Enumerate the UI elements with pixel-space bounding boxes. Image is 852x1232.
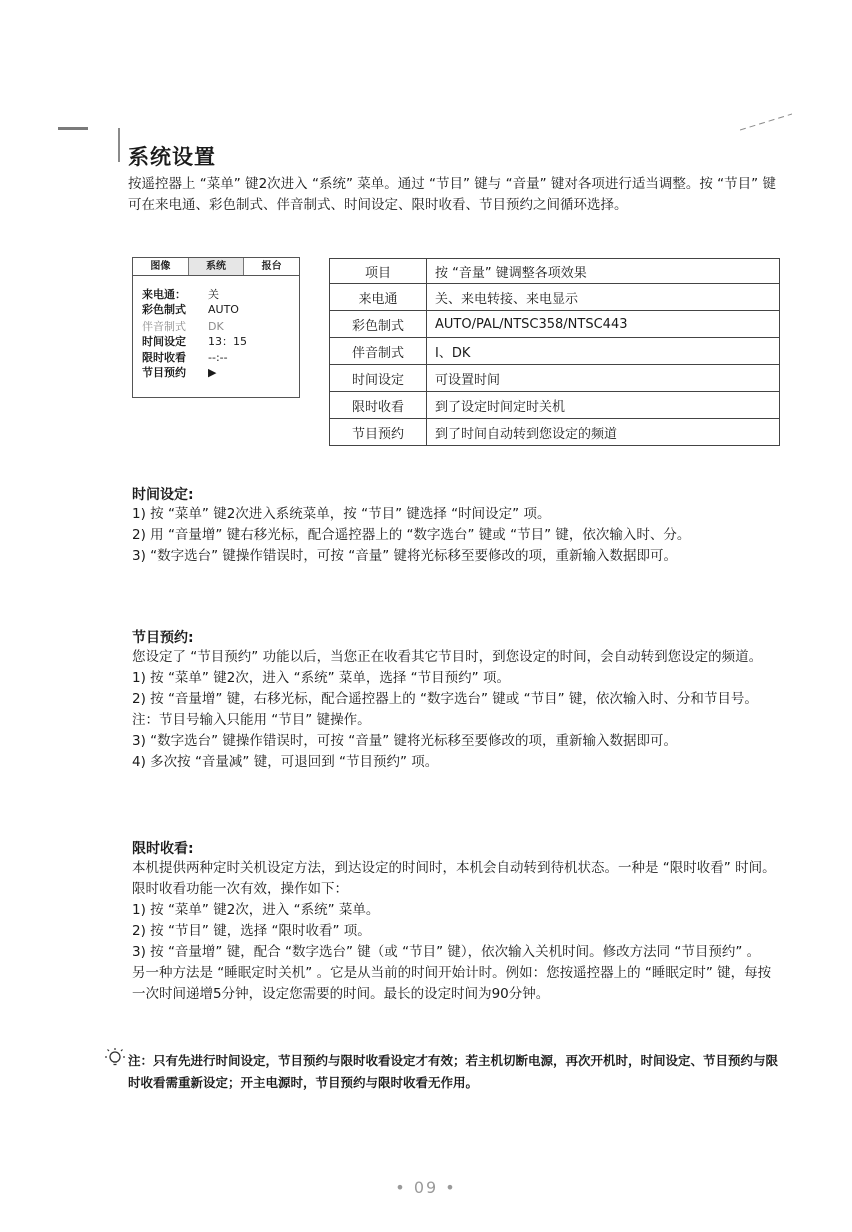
menu-row-label: 伴音制式 — [142, 320, 186, 333]
program-reserve-heading: 节目预约: — [132, 630, 194, 646]
table-cell: 关、来电转接、来电显示 — [427, 284, 780, 311]
menu-row-value: 13：15 — [208, 335, 247, 348]
time-limit-sleep-method: 另一种方法是 “睡眠定时关机” 。它是从当前的时间开始计时。例如：您按遥控器上的 “睡眠定时” 键，每按一次时间递增5分钟，设定您需要的时间。最长的设定时间为90分钟。 — [132, 965, 772, 1002]
list-item: 3) 按 “音量增” 键，配合 “数字选台” 键（或 “节目” 键），依次输入关机时间。修改方法同 “节目预约” 。 — [132, 944, 761, 960]
program-reserve-body — [132, 647, 780, 773]
menu-tab-picture: 图像 — [150, 261, 171, 272]
table-cell: 项目 — [330, 259, 427, 284]
table-row — [330, 392, 780, 419]
system-menu-box — [132, 257, 300, 398]
header-left-dash — [58, 127, 88, 130]
menu-row-value: AUTO — [208, 303, 239, 316]
page-number: • 09 • — [395, 1178, 457, 1197]
menu-tabs — [133, 258, 299, 276]
list-item: 2) 用 “音量增” 键右移光标，配合遥控器上的 “数字选台” 键或 “节目” 键，依次输入时、分。 — [132, 527, 691, 543]
table-row — [330, 338, 780, 365]
page-title: 系统设置 — [128, 145, 216, 169]
menu-tab-system: 系统 — [188, 258, 245, 275]
table-row — [330, 284, 780, 311]
title-vertical-bar — [118, 128, 120, 162]
time-setting-heading: 时间设定: — [132, 487, 194, 503]
table-cell: 可设置时间 — [427, 365, 780, 392]
menu-row-label: 时间设定 — [142, 335, 186, 348]
menu-row-time-setting — [142, 335, 247, 348]
table-cell: I、DK — [427, 338, 780, 365]
table-cell: 来电通 — [330, 284, 427, 311]
time-limit-heading: 限时收看: — [132, 841, 194, 857]
menu-row-color-system — [142, 303, 239, 316]
menu-row-sound-system — [142, 320, 224, 333]
menu-row-value: --:-- — [208, 351, 228, 364]
note-text: 注：只有先进行时间设定，节目预约与限时收看设定才有效；若主机切断电源，再次开机时，时间设定、节目预约与限时收看需重新设定；开主电源时，节目预约与限时收看无作用。 — [128, 1053, 779, 1090]
table-cell: 伴音制式 — [330, 338, 427, 365]
table-row — [330, 311, 780, 338]
table-cell: 到了设定时间定时关机 — [427, 392, 780, 419]
lightbulb-icon — [104, 1047, 126, 1069]
table-row — [330, 365, 780, 392]
list-item: 1) 按 “菜单” 键2次，进入 “系统” 菜单。 — [132, 902, 380, 918]
menu-row-program-reserve — [142, 366, 216, 379]
program-reserve-description: 您设定了 “节目预约” 功能以后，当您正在收看其它节目时，到您设定的时间，会自动转到您设定的频道。 — [132, 649, 763, 665]
table-cell: AUTO/PAL/NTSC358/NTSC443 — [427, 311, 780, 338]
list-item: 3) “数字选台” 键操作错误时，可按 “音量” 键将光标移至要修改的项，重新输入数据即可。 — [132, 548, 677, 564]
menu-row-value: DK — [208, 320, 224, 333]
list-item: 1) 按 “菜单” 键2次，进入 “系统” 菜单，选择 “节目预约” 项。 — [132, 670, 510, 686]
function-table — [329, 258, 780, 446]
menu-row-label: 来电通： — [142, 288, 186, 301]
menu-row-time-limit — [142, 351, 228, 364]
table-cell: 按 “音量” 键调整各项效果 — [427, 259, 780, 284]
menu-row-call — [142, 288, 219, 301]
time-limit-description: 本机提供两种定时关机设定方法，到达设定的时间时，本机会自动转到待机状态。一种是 “限时收看” 时间。限时收看功能一次有效，操作如下： — [132, 860, 776, 897]
table-cell: 限时收看 — [330, 392, 427, 419]
time-limit-body — [132, 858, 780, 1005]
table-cell: 节目预约 — [330, 419, 427, 446]
table-row — [330, 259, 780, 284]
list-item: 3) “数字选台” 键操作错误时，可按 “音量” 键将光标移至要修改的项，重新输入数据即可。 — [132, 733, 677, 749]
table-cell: 彩色制式 — [330, 311, 427, 338]
menu-row-label: 彩色制式 — [142, 303, 186, 316]
menu-tab-channel: 报台 — [261, 261, 282, 272]
time-setting-steps — [132, 504, 780, 567]
list-item: 1) 按 “菜单” 键2次进入系统菜单，按 “节目” 键选择 “时间设定” 项。 — [132, 506, 551, 522]
list-item: 2) 按 “节目” 键，选择 “限时收看” 项。 — [132, 923, 371, 939]
corner-dashed-line — [740, 112, 792, 132]
menu-row-label: 限时收看 — [142, 351, 186, 364]
menu-row-label: 节目预约 — [142, 366, 186, 379]
table-row — [330, 419, 780, 446]
menu-row-value: 关 — [208, 288, 219, 301]
table-cell: 到了时间自动转到您设定的频道 — [427, 419, 780, 446]
play-arrow-icon: ▶ — [208, 366, 217, 379]
list-item: 4) 多次按 “音量减” 键，可退回到 “节目预约” 项。 — [132, 754, 439, 770]
table-cell: 时间设定 — [330, 365, 427, 392]
intro-paragraph: 按遥控器上 “菜单” 键2次进入 “系统” 菜单。通过 “节目” 键与 “音量” 键对各项进行适当调整。按 “节目” 键可在来电通、彩色制式、伴音制式、时间设定、限时收看、节目预约之间循环选择。 — [128, 176, 776, 213]
list-item: 2) 按 “音量增” 键，右移光标，配合遥控器上的 “数字选台” 键或 “节目” 键，依次输入时、分和节目号。注：节目号输入只能用 “节目” 键操作。 — [132, 691, 758, 728]
